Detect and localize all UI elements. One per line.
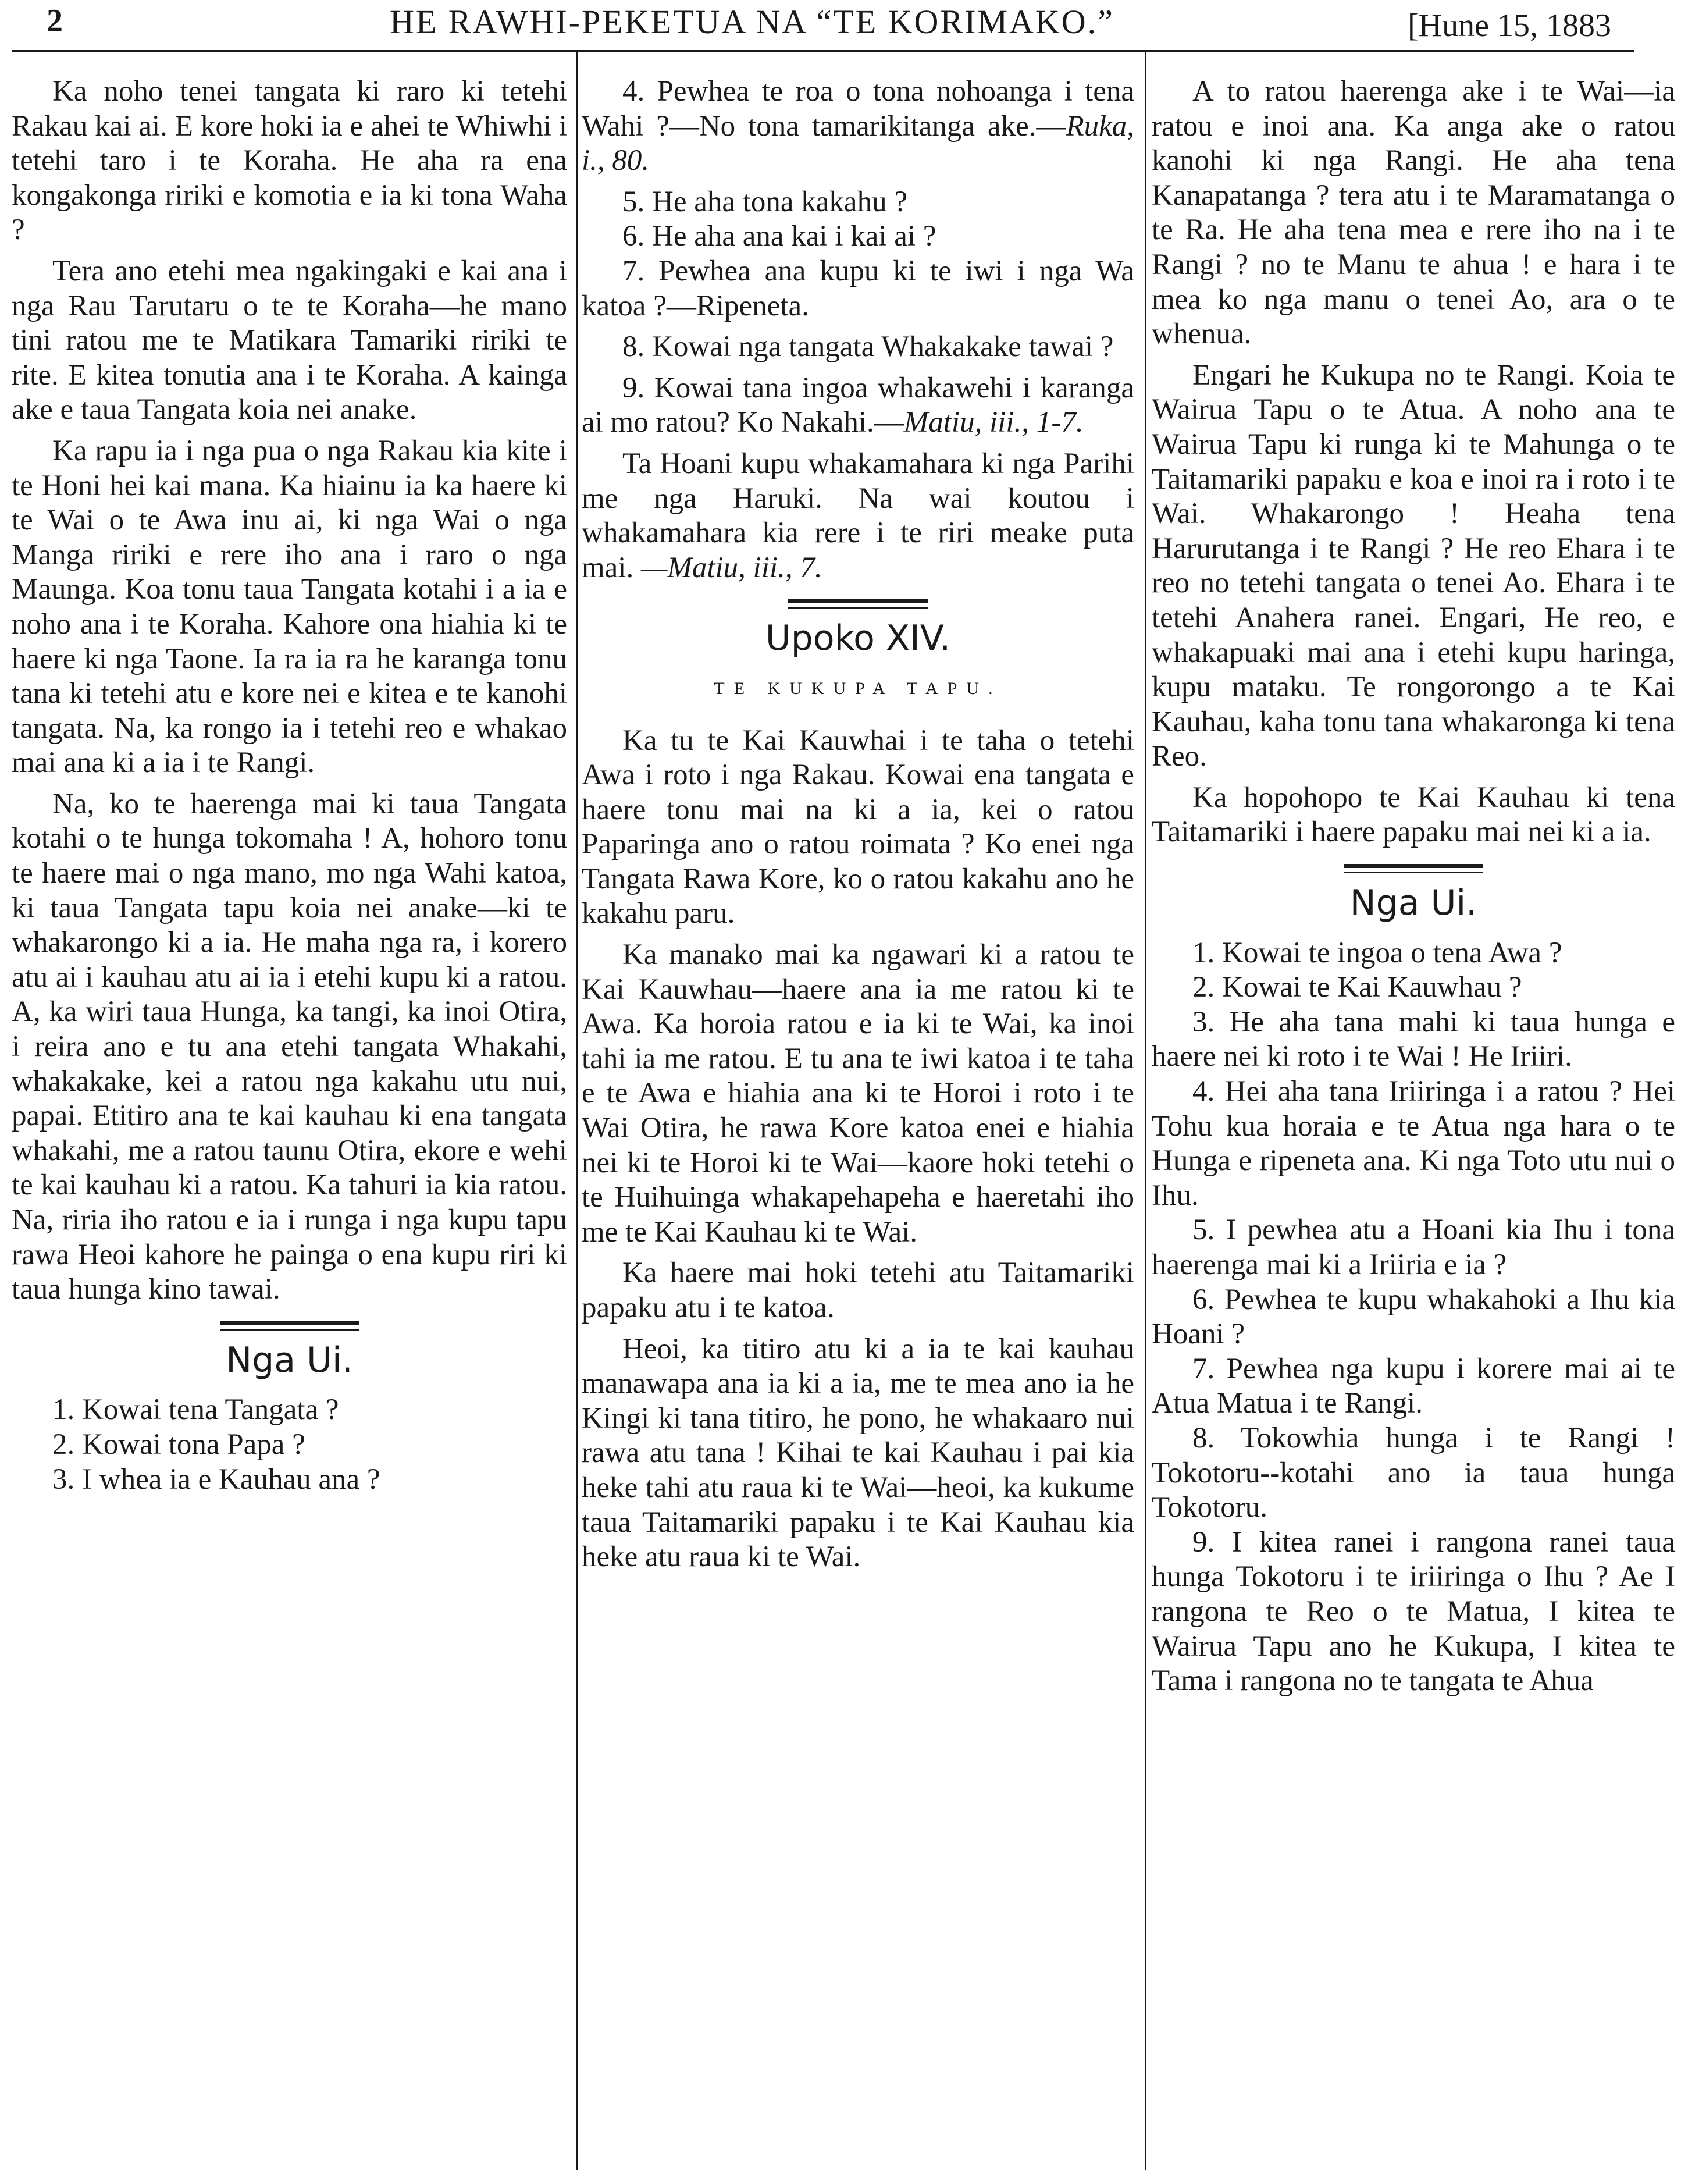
page-header xyxy=(6,2,1634,55)
newspaper-title: HE RAWHI-PEKETUA NA “TE KORIMAKO.” xyxy=(390,3,1114,41)
question-item: 6. Pewhea te kupu whakahoki a Ihu kia Hoani ? xyxy=(1152,1283,1675,1351)
question-item: 5. I pewhea atu a Hoani kia Ihu i tona haerenga mai ki a Iriiria e ia ? xyxy=(1152,1214,1675,1281)
paragraph: Ka tu te Kai Kauwhai i te taha o tetehi Awa i roto i nga Rakau. Kowai ena tangata e haere tonu mai na ki a ia, kei o ratou Paparinga ano o ratou roimata ? Ko enei nga Tangata Rawa Kore, ko o ratou kakahu ano he kakahu paru. xyxy=(582,724,1134,930)
section-heading: Nga Ui. xyxy=(1349,883,1477,924)
question-item: 1. Kowai te ingoa o tena Awa ? xyxy=(1192,936,1562,969)
question-item: 9. I kitea ranei i rangona ranei taua hunga Tokotoru i te iriiringa o Ihu ? Ae I rangona te Reo o te Matua, I kitea te Wairua Tapu ano he Kukupa, I kitea te Tama i rangona no te tangata te Ahua xyxy=(1152,1525,1675,1698)
paragraph: Engari he Kukupa no te Rangi. Koia te Wairua Tapu o te Atua. A noho ana te Wairua Tapu ki runga ki te Mahunga o te Taitamariki papaku e koa e inoi ra i roto i te Wai. Whakarongo ! Heaha tena Harurutanga i te Rangi ? He reo Ehara i te reo no tetehi tangata o tenei Ao. Ehara i te tetehi Anahera ranei. Engari, He reo, e whakapuaki mai ana i etehi kupu haringa, kupu mataku. Te rongorongo a te Kai Kauhau, kaha tonu tana whakaronga ki tena Reo. xyxy=(1152,358,1675,773)
page-number: 2 xyxy=(47,3,63,39)
paragraph: Ka hopohopo te Kai Kauhau ki tena Taitamariki i haere papaku mai nei ki a ia. xyxy=(1152,781,1675,849)
header-rule xyxy=(12,50,1634,52)
question-item: 2. Kowai te Kai Kauwhau ? xyxy=(1192,971,1522,1004)
question-item: 2. Kowai tona Papa ? xyxy=(52,1428,305,1461)
question-list xyxy=(1152,936,1675,1699)
question-item: 7. Pewhea nga kupu i korere mai ai te Atua Matua i te Rangi. xyxy=(1152,1352,1675,1420)
column-1 xyxy=(12,74,567,1497)
issue-date: [Hune 15, 1883 xyxy=(1408,8,1611,44)
newspaper-page xyxy=(6,0,1675,2184)
chapter-heading: Upoko XIV. xyxy=(765,618,951,659)
paragraph: Ka rapu ia i nga pua o nga Rakau kia kite i te Honi hei kai mana. Ka hiainu ia ka haere ki te Wai o te Awa inu ai, ki nga Wai o nga Manga ririki e rere iho ana i raro o nga Maunga. Koa tonu taua Tangata kotahi i a ia e noho ana i te Koraha. Kahore ona hiahia ki te haere ki nga Taone. Ia ra ia ra he karanga tonu tana ki tetehi atu e kore nei e kitea e te kanohi tangata. Na, ka rongo ia i tetehi reo e whakao mai ana ki a ia i te Rangi. xyxy=(12,434,567,780)
question-item: 6. He aha ana kai i kai ai ? xyxy=(622,220,936,253)
section-rule xyxy=(788,599,928,609)
paragraph: Ka haere mai hoki tetehi atu Taitamariki papaku atu i te katoa. xyxy=(582,1257,1134,1324)
column-2 xyxy=(582,74,1134,1581)
question-item xyxy=(582,74,1134,179)
question-list xyxy=(12,1393,567,1497)
paragraph: Heoi, ka titiro atu ki a ia te kai kauhau manawapa ana ia ki a ia, me te mea ano ia he Kingi ki tana titiro, he pono, he whakaaro nui rawa atu tana ! Kihai te kai Kauhau i pai kia heke tahi atu raua ki te Wai—heoi, ka kukume taua Taitamariki papaku i te Kai Kauhau kia heke atu raua ki te Wai. xyxy=(582,1332,1134,1574)
question-item xyxy=(582,371,1134,440)
paragraph: Na, ko te haerenga mai ki taua Tangata kotahi o te hunga tokomaha ! A, hohoro tonu te haere mai o nga mano, mo nga Wahi katoa, ki taua Tangata tapu koia nei anake—ki te whakarongo ki a ia. He maha nga ra, i korero atu ai i kauhau atu ai ia i etehi kupu ki a ratou. A, ka wiri taua Hunga, ka tangi, ka inoi Otira, i reira ano e tu ana etehi tangata Whakahi, whakakake, kei a ratou nga kakahu utu nui, papai. Etitiro ana te kai kauhau ki ena tangata whakahi, me a ratou taunu Otira, ekore e wehi te kai kauhau ki a ratou. Ka tahuri ia kia ratou. Na, riria iho ratou e ia i runga i nga kupu tapu rawa Heoi kahore he painga o ena kupu riri ki taua hunga kino tawai. xyxy=(12,787,567,1306)
column-divider-1 xyxy=(576,52,578,2170)
question-item: 8. Kowai nga tangata Whakakake tawai ? xyxy=(622,330,1114,364)
question-text: 4. Pewhea te roa o tona nohoanga i tena Wahi ?—No tona tamarikitanga ake.— xyxy=(582,75,1134,143)
question-item: 3. I whea ia e Kauhau ana ? xyxy=(52,1463,380,1496)
paragraph: Ka noho tenei tangata ki raro ki tetehi Rakau kai ai. E kore hoki ia e ahei te Whiwhi i tetehi taro i te Koraha. He aha ra ena kongakonga ririki e komotia e ia ki tona Waha ? xyxy=(12,75,567,247)
chapter-subheading: TE KUKUPA TAPU. xyxy=(714,678,1002,698)
question-text: 9. Kowai tana ingoa whakawehi i karanga ai mo ratou? Ko Nakahi.— xyxy=(582,371,1134,439)
question-item: 4. Hei aha tana Iriiringa i a ratou ? Hei Tohu kua horaia e te Atua nga hara o te Hunga e ripeneta ana. Ki nga Toto utu nui o Ihu. xyxy=(1152,1075,1675,1212)
paragraph: Ka manako mai ka ngawari ki a ratou te Kai Kauwhau—haere ana ia me ratou ki te Awa. Ka horoia ratou e ia ki te Wai, ka inoi tahi ia me ratou. E tu ana te iwi katoa i te taha e te Awa e hiahia ana ki te Horoi i roto i te Wai Otira, he rawa Kore katoa enei e hiahia nei ki te Horoi ki te Wai—kaore hoki tetehi o te Huihuinga whakapehapeha e haeretahi iho me te Kai Kauhau ki te Wai. xyxy=(582,938,1134,1248)
paragraph: A to ratou haerenga ake i te Wai—ia ratou e inoi ana. Ka anga ake o ratou kanohi ki nga Rangi. He aha tena Kanapatanga ? tera atu i te Maramatanga o te Ra. He aha tena mea e rere iho na i te Rangi ? no te Manu te ahua ! e hara i te mea ko nga manu o tenei Ao, ara o te whenua. xyxy=(1152,75,1675,351)
paragraph-text: Ta Hoani kupu whakamahara ki nga Parihi me nga Haruki. Na wai koutou i whakamahara kia rere i te riri meake puta mai. xyxy=(582,447,1134,584)
question-item: 3. He aha tana mahi ki taua hunga e haere nei ki roto i te Wai ! He Iriiri. xyxy=(1152,1005,1675,1073)
scripture-reference: —Matiu, iii., 7. xyxy=(640,551,822,584)
paragraph xyxy=(582,447,1134,585)
section-rule xyxy=(1344,864,1483,873)
column-divider-2 xyxy=(1145,52,1146,2170)
column-3 xyxy=(1152,74,1675,1699)
question-item: 1. Kowai tena Tangata ? xyxy=(52,1393,339,1427)
scripture-reference: Ruka, i., 80. xyxy=(582,109,1134,177)
paragraph: Tera ano etehi mea ngakingaki e kai ana i nga Rau Tarutaru o te te Koraha—he mano tini ratou me te Matikara Tamariki ririki te rite. E kitea tonutia ana i te Koraha. A kainga ake e taua Tangata koia nei anake. xyxy=(12,254,567,426)
question-item: 5. He aha tona kakahu ? xyxy=(622,185,907,218)
question-item: 7. Pewhea ana kupu ki te iwi i nga Wa katoa ?—Ripeneta. xyxy=(582,254,1134,322)
question-item: 8. Tokowhia hunga i te Rangi ! Tokotoru--kotahi ano ia taua hunga Tokotoru. xyxy=(1152,1421,1675,1524)
scripture-reference: Matiu, iii., 1-7. xyxy=(903,406,1084,439)
section-rule xyxy=(220,1321,359,1331)
section-heading: Nga Ui. xyxy=(226,1339,353,1381)
